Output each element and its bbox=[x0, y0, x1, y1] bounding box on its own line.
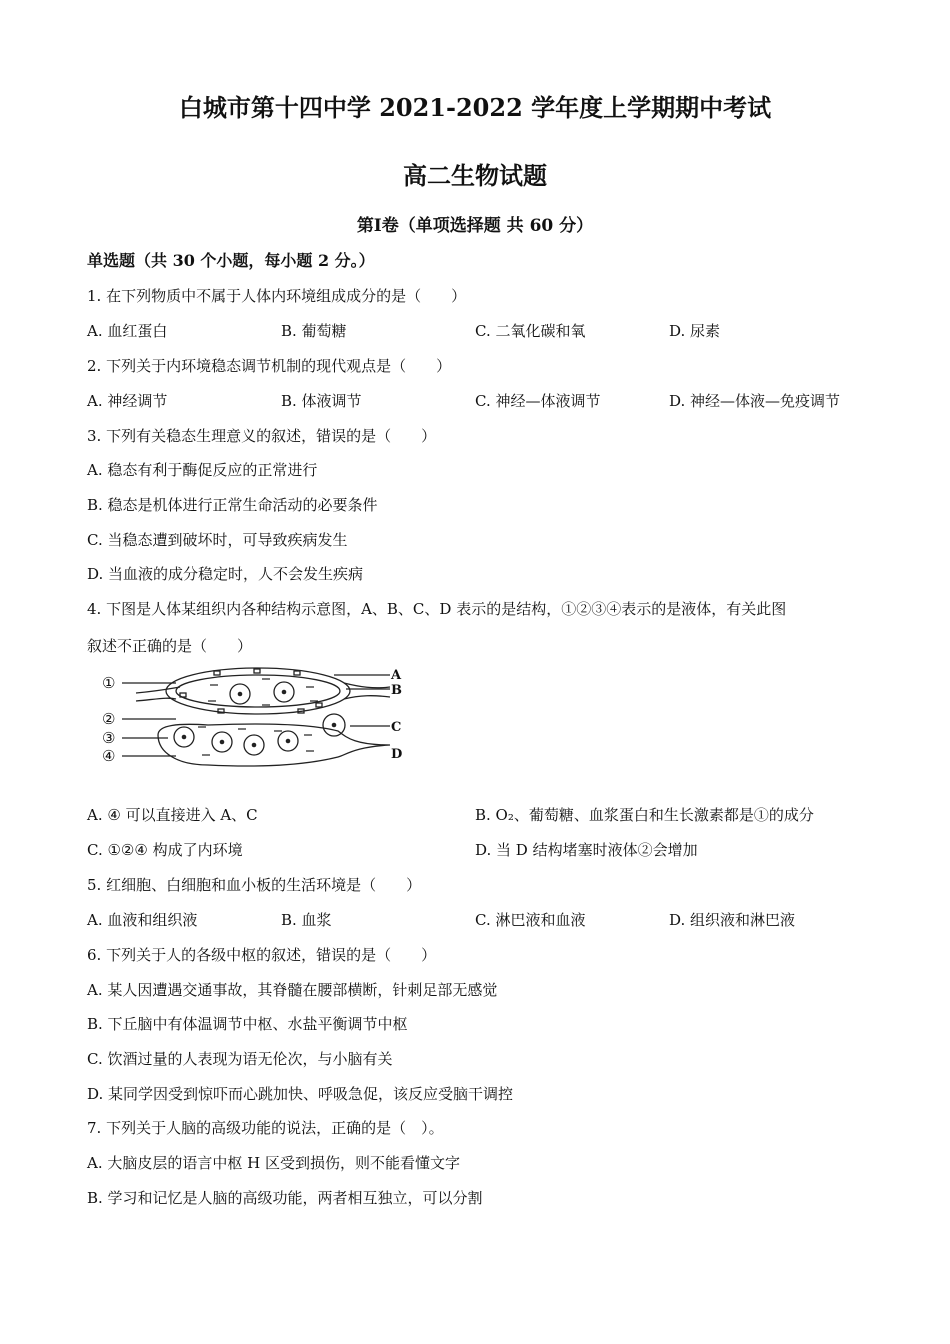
q7-option-b: B. 学习和记忆是人脑的高级功能，两者相互独立，可以分割 bbox=[87, 1189, 483, 1207]
q6-option-d: D. 某同学因受到惊吓而心跳加快、呼吸急促，该反应受脑干调控 bbox=[87, 1085, 514, 1103]
q4-option-d: D. 当 D 结构堵塞时液体②会增加 bbox=[475, 841, 698, 859]
diagram-label-1: ① bbox=[102, 674, 116, 692]
q4-option-b: B. O₂、葡萄糖、血浆蛋白和生长激素都是①的成分 bbox=[475, 806, 814, 824]
q7-option-a: A. 大脑皮层的语言中枢 H 区受到损伤，则不能看懂文字 bbox=[87, 1154, 460, 1172]
diagram-label-c: C bbox=[391, 720, 402, 735]
section-heading: 单选题（共 30 个小题，每小题 2 分。） bbox=[87, 251, 375, 270]
question-4-stem-line-2: 叙述不正确的是（ ） bbox=[87, 637, 253, 655]
q1-option-b: B. 葡萄糖 bbox=[281, 322, 347, 340]
q5-option-d: D. 组织液和淋巴液 bbox=[669, 911, 796, 929]
q2-option-b: B. 体液调节 bbox=[281, 392, 362, 410]
q6-option-a: A. 某人因遭遇交通事故，其脊髓在腰部横断，针刺足部无感觉 bbox=[87, 981, 498, 999]
question-5-stem: 5. 红细胞、白细胞和血小板的生活环境是（ ） bbox=[87, 876, 422, 894]
q1-option-d: D. 尿素 bbox=[669, 322, 721, 340]
q4-option-c: C. ①②④ 构成了内环境 bbox=[87, 841, 243, 859]
q2-option-d: D. 神经—体液—免疫调节 bbox=[669, 392, 841, 410]
diagram-label-4: ④ bbox=[102, 747, 116, 765]
q6-option-c: C. 饮酒过量的人表现为语无伦次，与小脑有关 bbox=[87, 1050, 393, 1068]
exam-subtitle: 高二生物试题 bbox=[403, 161, 547, 190]
q3-option-d: D. 当血液的成分稳定时，人不会发生疾病 bbox=[87, 565, 364, 583]
question-4-stem-line-1: 4. 下图是人体某组织内各种结构示意图，A、B、C、D 表示的是结构，①②③④表示的是液体，有关此图 bbox=[87, 600, 787, 618]
diagram-label-b: B bbox=[391, 683, 402, 698]
question-6-stem: 6. 下列关于人的各级中枢的叙述，错误的是（ ） bbox=[87, 946, 437, 964]
diagram-label-3: ③ bbox=[102, 729, 116, 747]
q3-option-c: C. 当稳态遭到破坏时，可导致疾病发生 bbox=[87, 531, 348, 549]
volume-heading: 第Ⅰ卷（单项选择题 共 60 分） bbox=[356, 216, 594, 236]
q4-option-a: A. ④ 可以直接进入 A、C bbox=[87, 806, 258, 824]
q1-option-c: C. 二氧化碳和氧 bbox=[475, 322, 586, 340]
question-7-stem: 7. 下列关于人脑的高级功能的说法，正确的是（ ）。 bbox=[87, 1119, 444, 1137]
exam-title: 白城市第十四中学 2021-2022 学年度上学期期中考试 bbox=[178, 93, 772, 122]
tissue-structure-diagram bbox=[98, 665, 418, 775]
q5-option-b: B. 血浆 bbox=[281, 911, 332, 929]
q6-option-b: B. 下丘脑中有体温调节中枢、水盐平衡调节中枢 bbox=[87, 1015, 408, 1033]
q2-option-c: C. 神经—体液调节 bbox=[475, 392, 601, 410]
question-2-stem: 2. 下列关于内环境稳态调节机制的现代观点是（ ） bbox=[87, 357, 452, 375]
diagram-label-2: ② bbox=[102, 710, 116, 728]
question-3-stem: 3. 下列有关稳态生理意义的叙述，错误的是（ ） bbox=[87, 427, 437, 445]
q3-option-a: A. 稳态有利于酶促反应的正常进行 bbox=[87, 461, 318, 479]
q2-option-a: A. 神经调节 bbox=[87, 392, 168, 410]
q1-option-a: A. 血红蛋白 bbox=[87, 322, 168, 340]
q5-option-c: C. 淋巴液和血液 bbox=[475, 911, 586, 929]
question-1-stem: 1. 在下列物质中不属于人体内环境组成成分的是（ ） bbox=[87, 287, 467, 305]
q3-option-b: B. 稳态是机体进行正常生命活动的必要条件 bbox=[87, 496, 378, 514]
q5-option-a: A. 血液和组织液 bbox=[87, 911, 198, 929]
diagram-label-a: A bbox=[391, 668, 402, 683]
diagram-label-d: D bbox=[391, 747, 403, 762]
